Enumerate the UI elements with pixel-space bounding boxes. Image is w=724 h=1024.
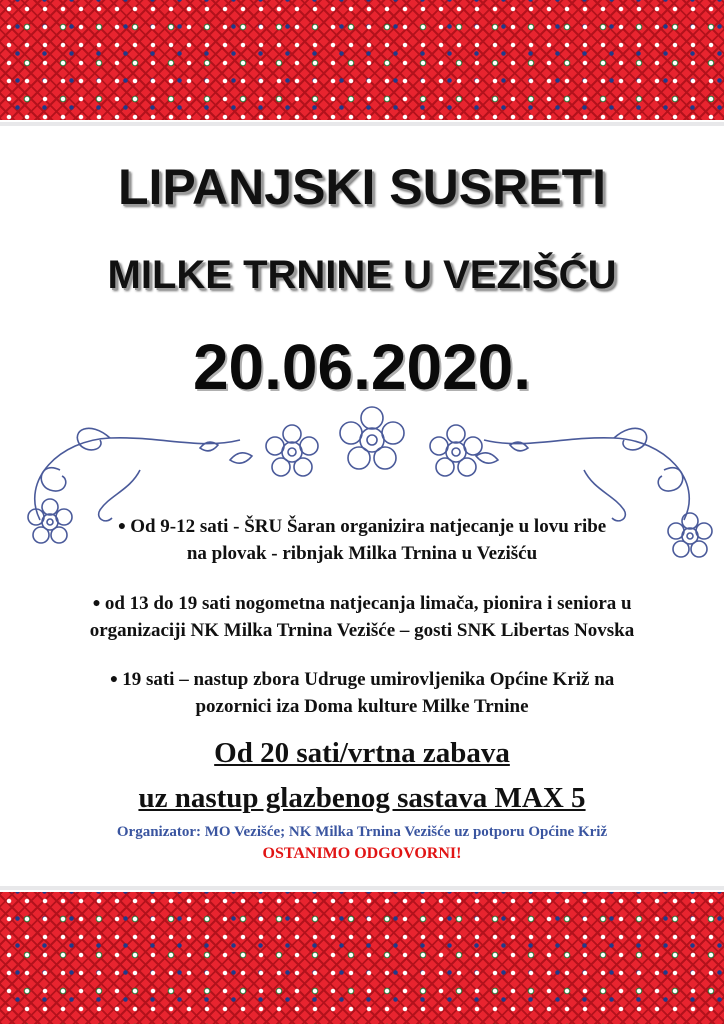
embroidery-band-top — [0, 0, 724, 120]
schedule-item-line: Od 9-12 sati - ŠRU Šaran organizira natjecanje u lovu ribe — [130, 516, 607, 537]
schedule-item-line: od 13 do 19 sati nogometna natjecanja limača, pionira i seniora u — [104, 593, 632, 614]
warning-note: OSTANIMO ODGOVORNI! — [262, 845, 462, 862]
bullet-dot-icon: ● — [117, 519, 127, 534]
flower-icon — [266, 425, 318, 476]
schedule-item — [20, 591, 704, 643]
page-title: LIPANJSKI SUSRETI — [117, 159, 607, 215]
bullet-dot-icon: ● — [92, 596, 101, 611]
schedule-item-line: 19 sati – nastup zbora Udruge umirovljenika Općine Križ na — [122, 669, 615, 690]
schedule-item-line: na plovak - ribnjak Milka Trnina u Vezišću — [186, 543, 538, 564]
schedule-item — [20, 667, 704, 719]
schedule-item-line: organizaciji NK Milka Trnina Vezišće – gosti SNK Libertas Novska — [89, 620, 635, 641]
bullet-dot-icon: ● — [109, 672, 119, 687]
schedule-item-line: pozornici iza Doma kulture Milke Trnine — [195, 696, 529, 717]
party-announcement: Od 20 sati/vrtna zabava — [214, 737, 510, 769]
flower-icon — [340, 407, 404, 469]
embroidery-band-bottom — [0, 892, 724, 1024]
organizer-note: Organizator: MO Vezišće; NK Milka Trnina Vezišće uz potporu Općine Križ — [116, 824, 608, 840]
event-date: 20.06.2020. — [192, 331, 532, 403]
band-announcement: uz nastup glazbenog sastava MAX 5 — [138, 782, 586, 814]
flower-icon — [430, 425, 482, 476]
page-subtitle: MILKE TRNINE U VEZIŠĆU — [107, 253, 617, 297]
schedule-item — [20, 514, 704, 566]
